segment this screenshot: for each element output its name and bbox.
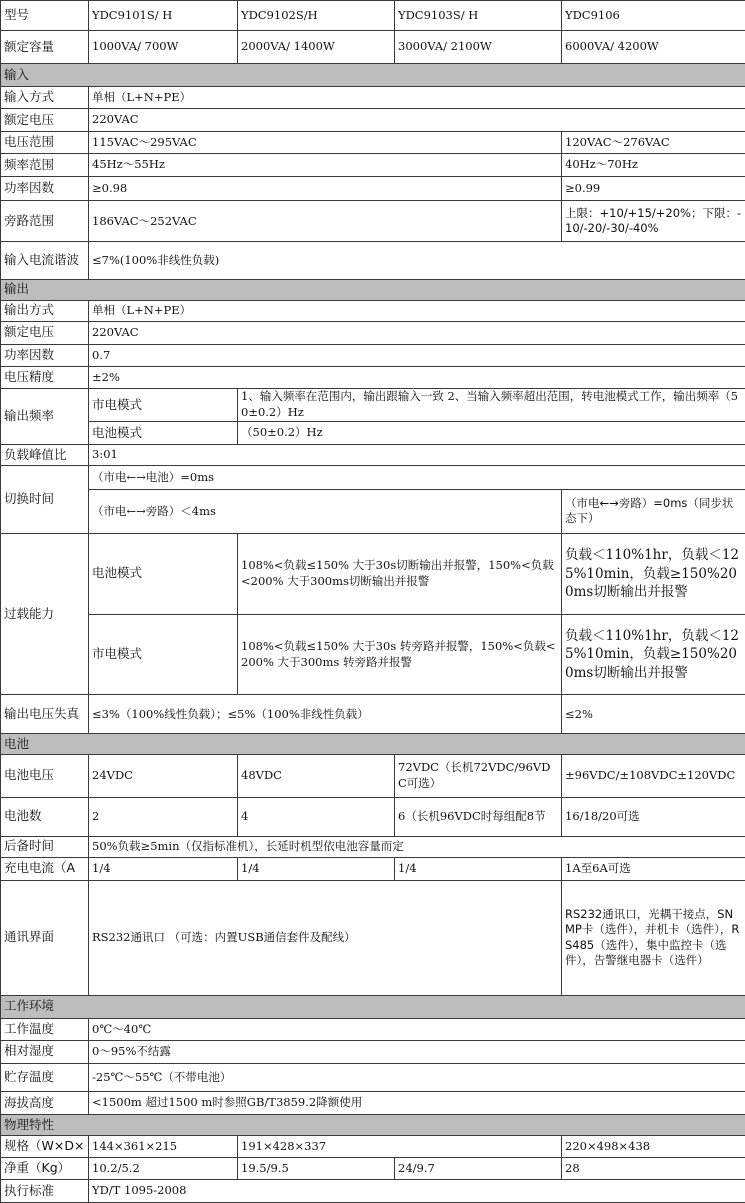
- battery-charge-2: 1/4: [238, 858, 395, 881]
- model-1: YDC9101S/ H: [89, 1, 238, 31]
- output-accuracy-row: [1, 367, 745, 388]
- model-label: 型号: [1, 1, 89, 31]
- environment-temp-row: [1, 1018, 745, 1041]
- battery-voltage-row: [1, 754, 745, 797]
- battery-count-2: 4: [238, 797, 395, 836]
- model-row: [1, 1, 745, 31]
- battery-comm-label: 通讯界面: [1, 880, 89, 996]
- output-freq-label: 输出频率: [1, 388, 89, 444]
- input-section-row: [1, 64, 745, 87]
- battery-charge-label: 充电电流（A: [1, 858, 89, 881]
- output-thd-a: ≤3%（100%线性负载）；≤5%（100%非线性负载）: [89, 695, 562, 734]
- input-mode-row: [1, 86, 745, 109]
- battery-voltage-label: 电池电压: [1, 754, 89, 797]
- capacity-label: 额定容量: [1, 30, 89, 64]
- physical-weight-4: 28: [562, 1157, 745, 1180]
- capacity-4: 6000VA/ 4200W: [562, 30, 745, 64]
- input-thd-row: [1, 242, 745, 280]
- physical-weight-2: 19.5/9.5: [238, 1157, 395, 1180]
- capacity-row: [1, 30, 745, 64]
- output-transfer-3: （市电←→旁路）=0ms（同步状态下）: [562, 489, 745, 533]
- output-thd-b: ≤2%: [562, 695, 745, 734]
- output-overload-label: 过载能力: [1, 533, 89, 695]
- output-accuracy-value: ±2%: [89, 367, 745, 388]
- output-voltage-value: 220VAC: [89, 322, 745, 345]
- environment-storage-value: -25℃～55℃（不带电池）: [89, 1063, 745, 1092]
- input-freq-b: 40Hz～70Hz: [562, 154, 745, 177]
- output-mode-value: 单相（L+N+PE）: [89, 300, 745, 321]
- output-crest-value: 3:01: [89, 444, 745, 465]
- output-pf-row: [1, 344, 745, 367]
- physical-weight-1: 10.2/5.2: [89, 1157, 238, 1180]
- output-overload-batt-value-b: 负载＜110%1hr，负载＜125%10min，负载≥150%200ms切断输出并报警: [562, 533, 745, 614]
- battery-charge-4: 1A至6A可选: [562, 858, 745, 881]
- battery-comm-a: RS232通讯口 （可选：内置USB通信套件及配线）: [89, 880, 562, 996]
- output-thd-row: [1, 695, 745, 734]
- battery-count-4: 16/18/20可选: [562, 797, 745, 836]
- input-thd-label: 输入电流谐波: [1, 242, 89, 280]
- output-voltage-row: [1, 322, 745, 345]
- input-pf-b: ≥0.99: [562, 176, 745, 201]
- physical-section-header: 物理特性: [1, 1114, 745, 1135]
- output-freq-batt-row: [1, 422, 745, 445]
- environment-storage-label: 贮存温度: [1, 1063, 89, 1092]
- output-transfer-row-2: [1, 489, 745, 533]
- battery-voltage-1: 24VDC: [89, 754, 238, 797]
- battery-voltage-2: 48VDC: [238, 754, 395, 797]
- input-mode-label: 输入方式: [1, 86, 89, 109]
- battery-count-3: 6（长机96VDC时每组配8节: [395, 797, 562, 836]
- input-pf-label: 功率因数: [1, 176, 89, 201]
- battery-count-label: 电池数: [1, 797, 89, 836]
- physical-size-1: 144×361×215: [89, 1136, 238, 1157]
- environment-storage-row: [1, 1063, 745, 1092]
- output-crest-row: [1, 444, 745, 465]
- battery-comm-row: [1, 880, 745, 996]
- input-voltage-label: 额定电压: [1, 109, 89, 132]
- output-section-header: 输出: [1, 280, 745, 300]
- input-mode-value: 单相（L+N+PE）: [89, 86, 745, 109]
- output-freq-mains-mode: 市电模式: [89, 388, 238, 422]
- input-voltage-row: [1, 109, 745, 132]
- output-pf-value: 0.7: [89, 344, 745, 367]
- capacity-3: 3000VA/ 2100W: [395, 30, 562, 64]
- input-bypass-label: 旁路范围: [1, 201, 89, 242]
- physical-weight-label: 净重（Kg）: [1, 1157, 89, 1180]
- model-3: YDC9103S/ H: [395, 1, 562, 31]
- input-pf-a: ≥0.98: [89, 176, 562, 201]
- battery-comm-b: RS232通讯口，光耦干接点，SNMP卡（选件），并机卡（选件），RS485（选件），集中监控卡（选件），告警继电器卡（选件）: [562, 880, 745, 996]
- environment-altitude-value: <1500m 超过1500 m时参照GB/T3859.2降额使用: [89, 1092, 745, 1115]
- output-overload-mains-value: 108%<负载≤150% 大于30s 转旁路并报警，150%<负载<200% 大于300ms 转旁路并报警: [238, 614, 562, 695]
- input-bypass-a: 186VAC～252VAC: [89, 201, 562, 242]
- model-4: YDC9106: [562, 1, 745, 31]
- output-overload-batt-value: 108%<负载≤150% 大于30s切断输出并报警，150%<负载<200% 大于300ms切断输出并报警: [238, 533, 562, 614]
- environment-humidity-value: 0～95%不结露: [89, 1041, 745, 1064]
- environment-temp-value: 0℃～40℃: [89, 1018, 745, 1041]
- input-bypass-b: 上限：+10/+15/+20%；下限：-10/-20/-30/-40%: [562, 201, 745, 242]
- input-range-label: 电压范围: [1, 131, 89, 154]
- input-section-header: 输入: [1, 64, 745, 87]
- battery-section-header: 电池: [1, 734, 745, 754]
- output-overload-mains-row: [1, 614, 745, 695]
- input-freq-row: [1, 154, 745, 177]
- output-transfer-1: （市电←→电池）=0ms: [89, 466, 745, 490]
- output-freq-batt-value: （50±0.2）Hz: [238, 422, 745, 445]
- capacity-1: 1000VA/ 700W: [89, 30, 238, 64]
- physical-section-row: [1, 1114, 745, 1135]
- environment-humidity-row: [1, 1041, 745, 1064]
- input-range-row: [1, 131, 745, 154]
- model-2: YDC9102S/H: [238, 1, 395, 31]
- battery-backup-value: 50%负载≥5min（仅指标准机），长延时机型依电池容量而定: [89, 836, 745, 857]
- environment-temp-label: 工作温度: [1, 1018, 89, 1041]
- output-voltage-label: 额定电压: [1, 322, 89, 345]
- battery-backup-row: [1, 836, 745, 857]
- environment-section-row: [1, 996, 745, 1019]
- battery-backup-label: 后备时间: [1, 836, 89, 857]
- output-thd-label: 输出电压失真: [1, 695, 89, 734]
- output-transfer-label: 切换时间: [1, 466, 89, 534]
- physical-size-3: 220×498×438: [562, 1136, 745, 1157]
- output-section-row: [1, 280, 745, 300]
- output-overload-batt-row: [1, 533, 745, 614]
- battery-charge-1: 1/4: [89, 858, 238, 881]
- output-freq-batt-mode: 电池模式: [89, 422, 238, 445]
- output-accuracy-label: 电压精度: [1, 367, 89, 388]
- input-thd-value: ≤7%(100%非线性负载): [89, 242, 745, 280]
- physical-weight-row: [1, 1157, 745, 1180]
- battery-voltage-3: 72VDC（长机72VDC/96VDC可选）: [395, 754, 562, 797]
- physical-size-2: 191×428×337: [238, 1136, 562, 1157]
- physical-standard-label: 执行标准: [1, 1180, 89, 1203]
- physical-weight-3: 24/9.7: [395, 1157, 562, 1180]
- input-range-b: 120VAC～276VAC: [562, 131, 745, 154]
- output-overload-mains-mode: 市电模式: [89, 614, 238, 695]
- battery-voltage-4: ±96VDC/±108VDC±120VDC: [562, 754, 745, 797]
- output-freq-mains-value: 1、输入频率在范围内，输出跟输入一致 2、当输入频率超出范围，转电池模式工作，输出频率（50±0.2）Hz: [238, 388, 745, 422]
- input-pf-row: [1, 176, 745, 201]
- battery-charge-row: [1, 858, 745, 881]
- environment-altitude-label: 海拔高度: [1, 1092, 89, 1115]
- physical-size-label: 规格（W×D×: [1, 1136, 89, 1157]
- output-freq-mains-row: [1, 388, 745, 422]
- input-freq-a: 45Hz～55Hz: [89, 154, 562, 177]
- battery-count-row: [1, 797, 745, 836]
- battery-charge-3: 1/4: [395, 858, 562, 881]
- physical-standard-value: YD/T 1095-2008: [89, 1180, 745, 1203]
- input-voltage-value: 220VAC: [89, 109, 745, 132]
- environment-humidity-label: 相对湿度: [1, 1041, 89, 1064]
- output-transfer-2: （市电←→旁路）＜4ms: [89, 489, 562, 533]
- output-pf-label: 功率因数: [1, 344, 89, 367]
- battery-section-row: [1, 734, 745, 754]
- capacity-2: 2000VA/ 1400W: [238, 30, 395, 64]
- output-overload-batt-mode: 电池模式: [89, 533, 238, 614]
- input-freq-label: 频率范围: [1, 154, 89, 177]
- physical-size-row: [1, 1136, 745, 1157]
- environment-altitude-row: [1, 1092, 745, 1115]
- output-mode-label: 输出方式: [1, 300, 89, 321]
- physical-standard-row: [1, 1180, 745, 1203]
- output-mode-row: [1, 300, 745, 321]
- output-crest-label: 负载峰值比: [1, 444, 89, 465]
- input-range-a: 115VAC～295VAC: [89, 131, 562, 154]
- battery-count-1: 2: [89, 797, 238, 836]
- output-transfer-row-1: [1, 466, 745, 490]
- output-overload-mains-value-b: 负载＜110%1hr，负载＜125%10min，负载≥150%200ms切断输出并报警: [562, 614, 745, 695]
- environment-section-header: 工作环境: [1, 996, 745, 1019]
- input-bypass-row: [1, 201, 745, 242]
